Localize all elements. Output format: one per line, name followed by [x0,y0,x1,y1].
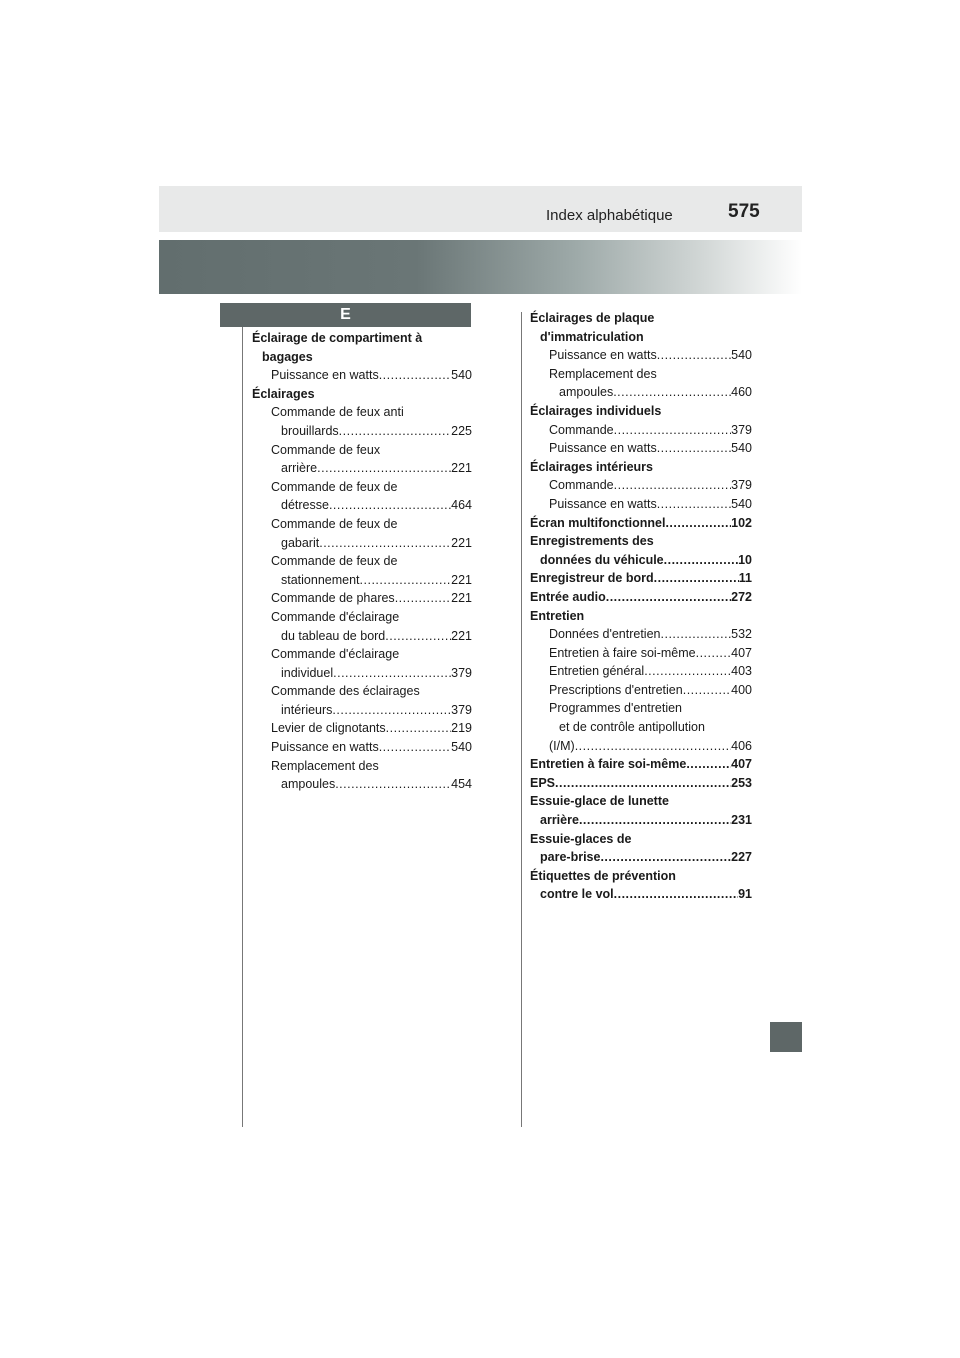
dot-leader [657,346,731,365]
index-entry-page: 379 [731,422,752,437]
index-entry-text: arrière [540,813,579,828]
index-entry-page: 221 [451,535,472,550]
index-entry [252,329,472,348]
index-entry [530,309,752,328]
index-entry-text: ampoules [559,385,614,400]
index-entry-page: 400 [731,682,752,697]
index-entry-text: Enregistreur de bord [530,571,654,586]
index-entry-page: 407 [731,757,752,772]
index-entry [252,422,472,441]
index-entry [252,459,472,478]
dot-leader [575,737,731,756]
index-entry-page: 540 [731,441,752,456]
index-entry [252,571,472,590]
dot-leader [329,496,451,515]
index-entry-text: Commande [549,422,614,437]
dot-leader [686,755,731,774]
dot-leader [386,719,451,738]
dot-leader [335,775,451,794]
index-column-right [530,309,752,904]
column-divider-middle [521,312,522,1127]
index-entry-page: 379 [451,665,472,680]
index-entry [252,385,472,404]
index-entry-text: Essuie-glace de lunette [530,794,669,809]
section-letter: E [220,303,471,327]
dot-leader [661,625,732,644]
dot-leader [664,551,738,570]
index-entry-text: Commande de feux de [271,479,398,494]
dot-leader [555,774,731,793]
index-entry-page: 532 [731,627,752,642]
index-entry-text: Données d'entretien [549,627,661,642]
index-entry [252,701,472,720]
index-entry [530,328,752,347]
index-entry [252,775,472,794]
index-entry-text: ampoules [281,777,336,792]
index-entry-text: Puissance en watts [271,368,379,383]
index-entry-text: Commande des éclairages [271,684,420,699]
dot-leader [657,495,731,514]
dot-leader [614,421,732,440]
index-entry-text: Commande de feux [271,442,381,457]
index-entry-text: détresse [281,498,329,513]
index-entry [530,532,752,551]
index-entry-text: Programmes d'entretien [549,701,683,716]
index-entry-text: Éclairages individuels [530,403,662,418]
index-entry [530,383,752,402]
index-entry-text: Entretien général [549,664,645,679]
index-entry-page: 219 [451,721,472,736]
index-entry-text: Puissance en watts [271,740,379,755]
index-entry [252,608,472,627]
index-entry [530,514,752,533]
index-entry-text: Entretien à faire soi-même [549,645,696,660]
dot-leader [654,569,739,588]
index-entry-text: d'immatriculation [540,329,644,344]
index-entry-page: 454 [451,777,472,792]
index-entry [530,755,752,774]
index-entry-page: 464 [451,498,472,513]
index-entry-text: Entretien [530,608,585,623]
index-entry-text: intérieurs [281,702,333,717]
dot-leader [319,534,451,553]
index-entry-page: 403 [731,664,752,679]
index-entry [530,681,752,700]
index-entry-text: Puissance en watts [549,496,657,511]
index-entry [252,478,472,497]
index-entry-text: Levier de clignotants [271,721,386,736]
index-entry-text: Commande de feux de [271,554,398,569]
index-entry-text: Commande d'éclairage [271,647,400,662]
index-entry [252,403,472,422]
index-entry [530,662,752,681]
dot-leader [379,366,451,385]
decorative-band [159,240,802,294]
index-entry [252,682,472,701]
index-entry-text: Commande de phares [271,591,395,606]
index-entry [252,515,472,534]
index-entry [530,551,752,570]
index-entry-page: 272 [731,589,752,604]
dot-leader [339,422,451,441]
index-entry-text: Puissance en watts [549,348,657,363]
index-entry [530,792,752,811]
index-entry [530,402,752,421]
index-entry-text: Prescriptions d'entretien [549,682,683,697]
index-entry [252,589,472,608]
index-entry [530,625,752,644]
index-entry-page: 540 [451,740,472,755]
index-entry [252,534,472,553]
index-entry [530,699,752,718]
dot-leader [606,588,731,607]
index-entry [252,719,472,738]
index-entry [252,738,472,757]
index-entry-text: pare-brise [540,850,601,865]
index-entry [530,346,752,365]
index-entry-text: gabarit [281,535,320,550]
index-entry-text: stationnement [281,572,360,587]
chapter-tab [770,1022,802,1052]
dot-leader [696,644,732,663]
index-entry-page: 227 [731,850,752,865]
index-entry-text: Écran multifonctionnel [530,515,666,530]
index-entry-text: arrière [281,461,318,476]
index-entry [530,830,752,849]
index-entry [252,441,472,460]
index-entry-page: 221 [451,628,472,643]
index-entry [530,439,752,458]
index-entry-text: contre le vol [540,887,614,902]
index-entry-page: 379 [451,702,472,717]
index-entry [530,644,752,663]
index-entry-page: 102 [731,515,752,530]
index-entry-text: et de contrôle antipollution [559,720,705,735]
index-entry-page: 379 [731,478,752,493]
index-entry [530,774,752,793]
index-entry [252,664,472,683]
index-entry-text: Éclairage de compartiment à [252,331,423,345]
index-column-left [252,329,472,794]
index-entry [530,885,752,904]
index-entry [252,627,472,646]
index-entry-text: Enregistrements des [530,534,654,549]
index-entry-text: Commande [549,478,614,493]
index-entry-page: 253 [731,775,752,790]
index-entry [252,645,472,664]
dot-leader [332,701,451,720]
column-divider-left [242,312,243,1127]
index-entry [252,496,472,515]
index-entry-text: données du véhicule [540,552,664,567]
dot-leader [613,383,731,402]
index-entry-page: 540 [731,348,752,363]
index-entry-text: Commande d'éclairage [271,609,400,624]
index-entry-text: Éclairages [252,386,315,401]
dot-leader [395,589,451,608]
dot-leader [614,476,732,495]
dot-leader [579,811,731,830]
index-entry [530,718,752,737]
index-entry [530,588,752,607]
dot-leader [600,848,731,867]
index-entry-text: du tableau de bord [281,628,386,643]
index-entry [530,458,752,477]
index-entry [530,569,752,588]
index-entry [530,811,752,830]
index-entry [530,365,752,384]
index-entry [530,607,752,626]
index-entry-text: Commande de feux de [271,516,398,531]
index-entry [252,348,472,367]
index-entry-text: Éclairages de plaque [530,311,655,325]
index-entry-page: 225 [451,423,472,438]
index-entry-text: Remplacement des [271,758,379,773]
dot-leader [683,681,731,700]
dot-leader [360,571,452,590]
index-entry-text: Remplacement des [549,366,657,381]
dot-leader [657,439,731,458]
index-entry-text: Essuie-glaces de [530,831,632,846]
index-entry-text: Puissance en watts [549,441,657,456]
dot-leader [614,885,738,904]
dot-leader [333,664,451,683]
dot-leader [385,627,451,646]
index-entry-page: 231 [731,813,752,828]
index-entry-page: 406 [731,738,752,753]
page-title: Index alphabétique [546,207,673,224]
index-entry [252,552,472,571]
index-entry-page: 221 [451,591,472,606]
dot-leader [317,459,451,478]
index-entry-text: Entretien à faire soi-même [530,757,687,772]
index-entry-page: 11 [738,571,752,586]
index-entry-text: individuel [281,665,334,680]
index-entry [252,757,472,776]
index-entry-page: 221 [451,572,472,587]
index-entry [530,867,752,886]
index-entry-text: EPS [530,775,556,790]
index-entry-page: 540 [451,368,472,383]
index-entry-text: Commande de feux anti [271,405,404,420]
index-entry-page: 221 [451,461,472,476]
index-entry-page: 91 [738,887,752,902]
index-entry-text: Entrée audio [530,589,606,604]
index-entry [252,366,472,385]
index-entry [530,476,752,495]
header-bar [159,186,802,232]
index-entry-text: brouillards [281,423,339,438]
dot-leader [379,738,451,757]
index-entry-page: 540 [731,496,752,511]
index-entry-text: Étiquettes de prévention [530,868,676,883]
index-entry [530,495,752,514]
index-entry [530,848,752,867]
dot-leader [644,662,731,681]
dot-leader [665,514,731,533]
index-entry [530,421,752,440]
page-number: 575 [728,201,760,222]
index-entry-page: 10 [738,552,752,567]
index-entry-page: 407 [731,645,752,660]
index-entry-text: bagages [262,349,313,364]
index-entry-page: 460 [731,385,752,400]
index-entry-text: Éclairages intérieurs [530,459,653,474]
index-entry [530,737,752,756]
index-entry-text: (I/M) [549,738,575,753]
